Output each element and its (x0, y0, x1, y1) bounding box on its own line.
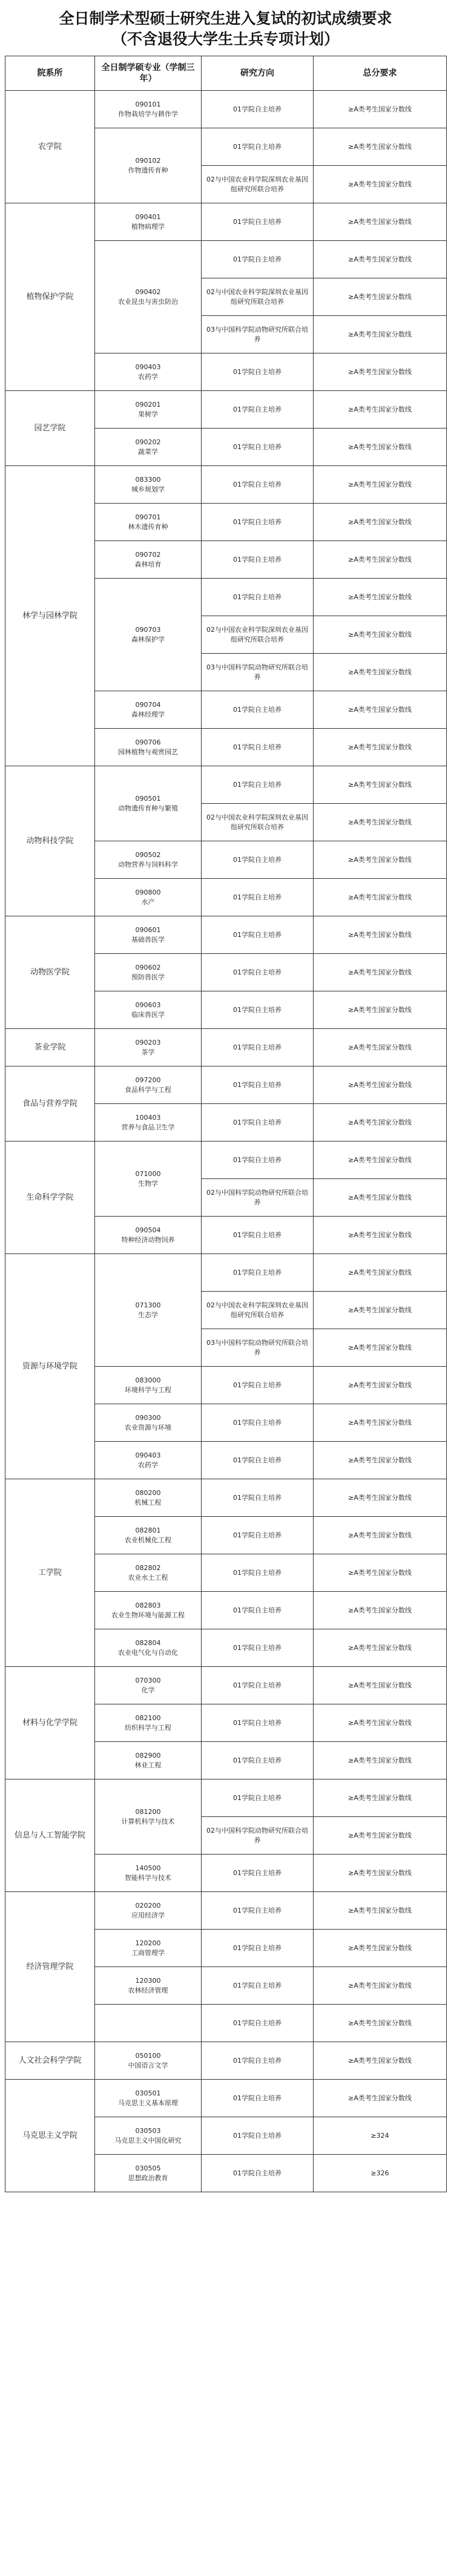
college-cell: 人文社会科学学院 (5, 2042, 95, 2080)
requirement-cell: ≥A类考生国家分数线 (314, 1367, 447, 1404)
direction-cell: 01学院自主培养 (202, 91, 314, 128)
direction-cell: 01学院自主培养 (202, 579, 314, 616)
requirement-cell: ≥A类考生国家分数线 (314, 1217, 447, 1254)
major-name: 思想政治教育 (128, 2174, 168, 2182)
college-cell: 食品与营养学院 (5, 1066, 95, 1142)
major-name: 化学 (141, 1686, 155, 1694)
title-line-1: 全日制学术型硕士研究生进入复试的初试成绩要求 (59, 10, 392, 27)
major-code: 080200 (135, 1488, 161, 1497)
table-row (5, 391, 447, 429)
major-cell (95, 504, 202, 541)
direction-cell: 01学院自主培养 (202, 391, 314, 429)
direction-cell: 02与中国科学院动物研究所联合培养 (202, 1817, 314, 1855)
requirement-cell: ≥A类考生国家分数线 (314, 1742, 447, 1779)
major-cell (95, 541, 202, 579)
major-cell (95, 766, 202, 841)
requirement-cell: ≥A类考生国家分数线 (314, 2042, 447, 2080)
major-code: 083300 (135, 475, 161, 484)
major-code: 090501 (135, 794, 161, 803)
direction-cell: 01学院自主培养 (202, 1066, 314, 1104)
direction-cell: 01学院自主培养 (202, 1592, 314, 1629)
college-cell: 动物医学院 (5, 916, 95, 1029)
major-cell (95, 1554, 202, 1592)
direction-cell: 01学院自主培养 (202, 1479, 314, 1517)
direction-cell: 01学院自主培养 (202, 879, 314, 916)
major-name: 工商管理学 (131, 1948, 165, 1957)
direction-cell: 01学院自主培养 (202, 1442, 314, 1479)
major-name: 森林培育 (134, 560, 162, 568)
direction-cell: 01学院自主培养 (202, 766, 314, 804)
requirement-cell: ≥A类考生国家分数线 (314, 278, 447, 316)
major-name: 植物病理学 (131, 222, 165, 231)
requirement-cell: ≥A类考生国家分数线 (314, 1104, 447, 1142)
direction-cell: 01学院自主培养 (202, 954, 314, 991)
major-name: 动物营养与饲料科学 (118, 860, 178, 869)
direction-cell: 01学院自主培养 (202, 1254, 314, 1292)
major-code: 090402 (135, 288, 161, 296)
major-cell (95, 353, 202, 391)
header-direction: 研究方向 (202, 56, 314, 91)
direction-cell: 01学院自主培养 (202, 1629, 314, 1667)
college-cell: 林学与园林学院 (5, 466, 95, 766)
requirement-cell: ≥A类考生国家分数线 (314, 241, 447, 278)
table-header-row (5, 56, 447, 91)
direction-cell: 01学院自主培养 (202, 1367, 314, 1404)
direction-cell: 02与中国农业科学院深圳农业基因组研究所联合培养 (202, 804, 314, 841)
major-cell (95, 1066, 202, 1104)
table-row (5, 1254, 447, 1292)
major-cell (95, 466, 202, 504)
major-name: 林业工程 (134, 1761, 162, 1769)
major-name: 临床兽医学 (131, 1010, 165, 1019)
requirement-cell: ≥A类考生国家分数线 (314, 1779, 447, 1817)
requirement-cell: ≥A类考生国家分数线 (314, 1592, 447, 1629)
direction-cell: 01学院自主培养 (202, 128, 314, 166)
major-name: 农业生物环境与能源工程 (111, 1611, 185, 1619)
major-name: 预防兽医学 (131, 973, 165, 981)
major-code: 090701 (135, 513, 161, 521)
major-cell (95, 916, 202, 954)
direction-cell: 01学院自主培养 (202, 1930, 314, 1967)
major-cell (95, 1517, 202, 1554)
requirement-cell: ≥324 (314, 2117, 447, 2155)
direction-cell: 01学院自主培养 (202, 541, 314, 579)
requirement-cell: ≥A类考生国家分数线 (314, 91, 447, 128)
major-cell (95, 1142, 202, 1217)
major-cell (95, 1217, 202, 1254)
requirement-cell: ≥A类考生国家分数线 (314, 166, 447, 203)
direction-cell: 01学院自主培养 (202, 1517, 314, 1554)
direction-cell: 03与中国科学院动物研究所联合培养 (202, 1329, 314, 1367)
requirement-cell: ≥A类考生国家分数线 (314, 1292, 447, 1329)
major-name: 生态学 (138, 1310, 158, 1319)
requirement-cell: ≥A类考生国家分数线 (314, 316, 447, 353)
requirement-cell: ≥A类考生国家分数线 (314, 616, 447, 654)
score-requirements-table (5, 56, 447, 2192)
major-name: 森林保护学 (131, 635, 165, 643)
requirement-cell: ≥A类考生国家分数线 (314, 1479, 447, 1517)
major-cell (95, 128, 202, 203)
requirement-cell: ≥A类考生国家分数线 (314, 1704, 447, 1742)
direction-cell: 02与中国农业科学院深圳农业基因组研究所联合培养 (202, 1292, 314, 1329)
major-code: 090504 (135, 1226, 161, 1234)
major-name: 园林植物与观赏园艺 (118, 748, 178, 756)
direction-cell: 01学院自主培养 (202, 1029, 314, 1066)
header-requirement: 总分要求 (314, 56, 447, 91)
major-code: 090601 (135, 925, 161, 934)
direction-cell: 01学院自主培养 (202, 2042, 314, 2080)
requirement-cell: ≥A类考生国家分数线 (314, 1967, 447, 2005)
college-cell: 马克思主义学院 (5, 2080, 95, 2192)
requirement-cell: ≥A类考生国家分数线 (314, 1892, 447, 1930)
table-row (5, 466, 447, 504)
major-code: 050100 (135, 2051, 161, 2060)
requirement-cell: ≥A类考生国家分数线 (314, 729, 447, 766)
page-title (0, 0, 451, 50)
table-row (5, 1779, 447, 1817)
table-row (5, 1029, 447, 1066)
major-cell (95, 879, 202, 916)
major-cell (95, 1029, 202, 1066)
major-code: 071300 (135, 1301, 161, 1309)
requirement-cell: ≥A类考生国家分数线 (314, 1817, 447, 1855)
major-code: 140500 (135, 1864, 161, 1872)
direction-cell: 02与中国农业科学院深圳农业基因组研究所联合培养 (202, 616, 314, 654)
requirement-cell: ≥A类考生国家分数线 (314, 1254, 447, 1292)
major-cell (95, 91, 202, 128)
major-name: 农业水土工程 (128, 1573, 168, 1582)
major-code: 082804 (135, 1638, 161, 1647)
major-code: 097200 (135, 1076, 161, 1084)
requirement-cell: ≥A类考生国家分数线 (314, 1855, 447, 1892)
direction-cell: 01学院自主培养 (202, 1892, 314, 1930)
header-college: 院系所 (5, 56, 95, 91)
major-name: 环境科学与工程 (125, 1385, 171, 1394)
requirement-cell: ≥A类考生国家分数线 (314, 1667, 447, 1704)
major-code: 090704 (135, 700, 161, 709)
major-name: 农药学 (138, 372, 158, 381)
direction-cell: 01学院自主培养 (202, 1217, 314, 1254)
requirement-cell: ≥A类考生国家分数线 (314, 691, 447, 729)
requirement-cell: ≥A类考生国家分数线 (314, 1142, 447, 1179)
requirement-cell: ≥A类考生国家分数线 (314, 916, 447, 954)
major-cell (95, 1704, 202, 1742)
direction-cell: 03与中国科学院动物研究所联合培养 (202, 316, 314, 353)
major-code: 090102 (135, 156, 161, 165)
major-name: 林木遗传育种 (128, 522, 168, 531)
major-code: 071000 (135, 1169, 161, 1178)
direction-cell: 01学院自主培养 (202, 2005, 314, 2042)
major-name: 农业机械化工程 (125, 1536, 171, 1544)
requirement-cell: ≥A类考生国家分数线 (314, 766, 447, 804)
major-cell (95, 841, 202, 879)
direction-cell: 02与中国农业科学院深圳农业基因组研究所联合培养 (202, 166, 314, 203)
major-code: 090800 (135, 888, 161, 896)
major-code: 030505 (135, 2164, 161, 2172)
major-name: 动物遗传育种与繁殖 (118, 804, 178, 812)
requirement-cell: ≥A类考生国家分数线 (314, 128, 447, 166)
table-row (5, 916, 447, 954)
major-code: 082803 (135, 1601, 161, 1609)
requirement-cell: ≥A类考生国家分数线 (314, 1179, 447, 1217)
direction-cell: 01学院自主培养 (202, 1554, 314, 1592)
requirement-cell: ≥A类考生国家分数线 (314, 1442, 447, 1479)
college-cell: 农学院 (5, 91, 95, 203)
major-code: 090101 (135, 100, 161, 108)
direction-cell: 01学院自主培养 (202, 2155, 314, 2192)
major-code: 090403 (135, 1451, 161, 1459)
requirement-cell: ≥A类考生国家分数线 (314, 504, 447, 541)
requirement-cell: ≥A类考生国家分数线 (314, 1404, 447, 1442)
major-code: 082802 (135, 1563, 161, 1572)
direction-cell: 01学院自主培养 (202, 841, 314, 879)
requirement-cell: ≥A类考生国家分数线 (314, 2080, 447, 2117)
major-cell (95, 691, 202, 729)
direction-cell: 01学院自主培养 (202, 504, 314, 541)
major-cell (95, 1667, 202, 1704)
direction-cell: 01学院自主培养 (202, 353, 314, 391)
major-cell (95, 729, 202, 766)
requirement-cell: ≥A类考生国家分数线 (314, 2005, 447, 2042)
major-cell (95, 1479, 202, 1517)
requirement-cell: ≥A类考生国家分数线 (314, 1517, 447, 1554)
table-row (5, 2080, 447, 2117)
major-name: 智能科学与技术 (125, 1873, 171, 1882)
requirement-cell: ≥A类考生国家分数线 (314, 1930, 447, 1967)
major-code: 082801 (135, 1526, 161, 1534)
major-cell (95, 1404, 202, 1442)
major-name: 营养与食品卫生学 (121, 1123, 175, 1131)
requirement-cell: ≥A类考生国家分数线 (314, 203, 447, 241)
major-cell (95, 2117, 202, 2155)
major-code: 090403 (135, 363, 161, 371)
major-name: 果树学 (138, 410, 158, 418)
requirement-cell: ≥A类考生国家分数线 (314, 991, 447, 1029)
requirement-cell: ≥A类考生国家分数线 (314, 879, 447, 916)
major-cell (95, 241, 202, 353)
major-cell (95, 1367, 202, 1404)
major-cell (95, 1742, 202, 1779)
requirement-cell: ≥A类考生国家分数线 (314, 429, 447, 466)
direction-cell: 02与中国科学院动物研究所联合培养 (202, 1179, 314, 1217)
major-cell (95, 1629, 202, 1667)
requirement-cell: ≥A类考生国家分数线 (314, 1329, 447, 1367)
direction-cell: 01学院自主培养 (202, 1142, 314, 1179)
major-name: 农业资源与环境 (125, 1423, 171, 1431)
major-cell (95, 1855, 202, 1892)
table-row (5, 1892, 447, 1930)
major-code: 082100 (135, 1714, 161, 1722)
college-cell: 经济管理学院 (5, 1892, 95, 2042)
major-code: 082900 (135, 1751, 161, 1760)
major-name: 马克思主义基本原理 (118, 2098, 178, 2107)
college-cell: 茶业学院 (5, 1029, 95, 1066)
major-cell (95, 1442, 202, 1479)
major-code: 120300 (135, 1976, 161, 1985)
college-cell: 工学院 (5, 1479, 95, 1667)
major-name: 中国语言文学 (128, 2061, 168, 2069)
major-cell (95, 429, 202, 466)
table-row (5, 203, 447, 241)
requirement-cell: ≥A类考生国家分数线 (314, 391, 447, 429)
header-major: 全日制学硕专业（学制三年） (95, 56, 202, 91)
direction-cell: 01学院自主培养 (202, 991, 314, 1029)
table-row (5, 1142, 447, 1179)
major-name: 应用经济学 (131, 1911, 165, 1919)
table-row (5, 1066, 447, 1104)
college-cell: 植物保护学院 (5, 203, 95, 391)
major-name: 森林经理学 (131, 710, 165, 718)
major-cell (95, 2042, 202, 2080)
major-name: 农业昆虫与害虫防治 (118, 297, 178, 306)
major-code: 070300 (135, 1676, 161, 1684)
college-cell: 动物科技学院 (5, 766, 95, 916)
major-cell (95, 1592, 202, 1629)
table-body (5, 91, 447, 2192)
table-row (5, 91, 447, 128)
major-name: 计算机科学与技术 (121, 1817, 175, 1825)
major-name: 机械工程 (134, 1498, 162, 1506)
major-code: 090203 (135, 1038, 161, 1046)
direction-cell: 01学院自主培养 (202, 1704, 314, 1742)
requirement-cell: ≥A类考生国家分数线 (314, 1029, 447, 1066)
direction-cell: 01学院自主培养 (202, 1967, 314, 2005)
major-code: 090703 (135, 625, 161, 634)
major-code: 090502 (135, 850, 161, 859)
direction-cell: 01学院自主培养 (202, 691, 314, 729)
major-code: 083000 (135, 1376, 161, 1384)
major-name: 生物学 (138, 1179, 158, 1188)
requirement-cell: ≥A类考生国家分数线 (314, 1554, 447, 1592)
requirement-cell: ≥A类考生国家分数线 (314, 954, 447, 991)
direction-cell: 01学院自主培养 (202, 1779, 314, 1817)
requirement-cell: ≥A类考生国家分数线 (314, 541, 447, 579)
major-name: 城乡规划学 (131, 485, 165, 493)
college-cell: 生命科学学院 (5, 1142, 95, 1254)
college-cell: 材料与化学学院 (5, 1667, 95, 1779)
direction-cell: 01学院自主培养 (202, 1855, 314, 1892)
major-code: 030503 (135, 2126, 161, 2135)
major-cell (95, 1892, 202, 1930)
major-code: 090300 (135, 1413, 161, 1422)
major-cell (95, 954, 202, 991)
table-row (5, 1479, 447, 1517)
major-name: 茶学 (141, 1048, 155, 1056)
major-cell (95, 991, 202, 1029)
direction-cell: 01学院自主培养 (202, 466, 314, 504)
title-line-2: （不含退役大学生士兵专项计划） (111, 30, 339, 48)
major-code: 090202 (135, 438, 161, 446)
college-cell: 信息与人工智能学院 (5, 1779, 95, 1892)
direction-cell: 01学院自主培养 (202, 241, 314, 278)
requirement-cell: ≥A类考生国家分数线 (314, 841, 447, 879)
major-cell (95, 2005, 202, 2042)
major-cell (95, 1104, 202, 1142)
major-name: 作物栽培学与耕作学 (118, 110, 178, 118)
direction-cell: 01学院自主培养 (202, 429, 314, 466)
major-cell (95, 203, 202, 241)
major-cell (95, 579, 202, 691)
requirement-cell: ≥A类考生国家分数线 (314, 654, 447, 691)
major-name: 农药学 (138, 1460, 158, 1469)
major-name: 基础兽医学 (131, 935, 165, 944)
direction-cell: 03与中国科学院动物研究所联合培养 (202, 654, 314, 691)
direction-cell: 01学院自主培养 (202, 729, 314, 766)
major-code: 090201 (135, 400, 161, 409)
major-name: 作物遗传育种 (128, 166, 168, 174)
requirement-cell: ≥A类考生国家分数线 (314, 1066, 447, 1104)
major-name: 水产 (141, 898, 155, 906)
table-row (5, 1667, 447, 1704)
major-cell (95, 2080, 202, 2117)
major-code: 090602 (135, 963, 161, 971)
direction-cell: 01学院自主培养 (202, 2080, 314, 2117)
major-name: 农业电气化与自动化 (118, 1648, 178, 1657)
direction-cell: 02与中国农业科学院深圳农业基因组研究所联合培养 (202, 278, 314, 316)
direction-cell: 01学院自主培养 (202, 916, 314, 954)
direction-cell: 01学院自主培养 (202, 203, 314, 241)
table-row (5, 2042, 447, 2080)
major-cell (95, 1967, 202, 2005)
requirement-cell: ≥A类考生国家分数线 (314, 1629, 447, 1667)
major-name: 特种经济动物饲养 (121, 1235, 175, 1244)
direction-cell: 01学院自主培养 (202, 1104, 314, 1142)
major-code: 090401 (135, 212, 161, 221)
major-code: 120200 (135, 1939, 161, 1947)
direction-cell: 01学院自主培养 (202, 1742, 314, 1779)
major-code: 081200 (135, 1807, 161, 1816)
direction-cell: 01学院自主培养 (202, 1404, 314, 1442)
major-code: 090706 (135, 738, 161, 746)
major-name: 蔬菜学 (138, 447, 158, 456)
direction-cell: 01学院自主培养 (202, 1667, 314, 1704)
table-row (5, 766, 447, 804)
major-name: 农林经济管理 (128, 1986, 168, 1994)
major-name: 食品科学与工程 (125, 1085, 171, 1094)
requirement-cell: ≥A类考生国家分数线 (314, 579, 447, 616)
major-name: 纺织科学与工程 (125, 1723, 171, 1732)
major-cell (95, 1930, 202, 1967)
major-code: 090702 (135, 550, 161, 559)
direction-cell: 01学院自主培养 (202, 2117, 314, 2155)
major-cell (95, 1779, 202, 1855)
major-cell (95, 2155, 202, 2192)
major-code: 030501 (135, 2089, 161, 2097)
college-cell: 资源与环境学院 (5, 1254, 95, 1479)
requirement-cell: ≥A类考生国家分数线 (314, 804, 447, 841)
major-code: 100403 (135, 1113, 161, 1122)
requirement-cell: ≥326 (314, 2155, 447, 2192)
requirement-cell: ≥A类考生国家分数线 (314, 466, 447, 504)
major-name: 马克思主义中国化研究 (114, 2136, 182, 2144)
requirement-cell: ≥A类考生国家分数线 (314, 353, 447, 391)
college-cell: 园艺学院 (5, 391, 95, 466)
major-code: 020200 (135, 1901, 161, 1910)
major-cell (95, 391, 202, 429)
major-code: 090603 (135, 1000, 161, 1009)
major-cell (95, 1254, 202, 1367)
